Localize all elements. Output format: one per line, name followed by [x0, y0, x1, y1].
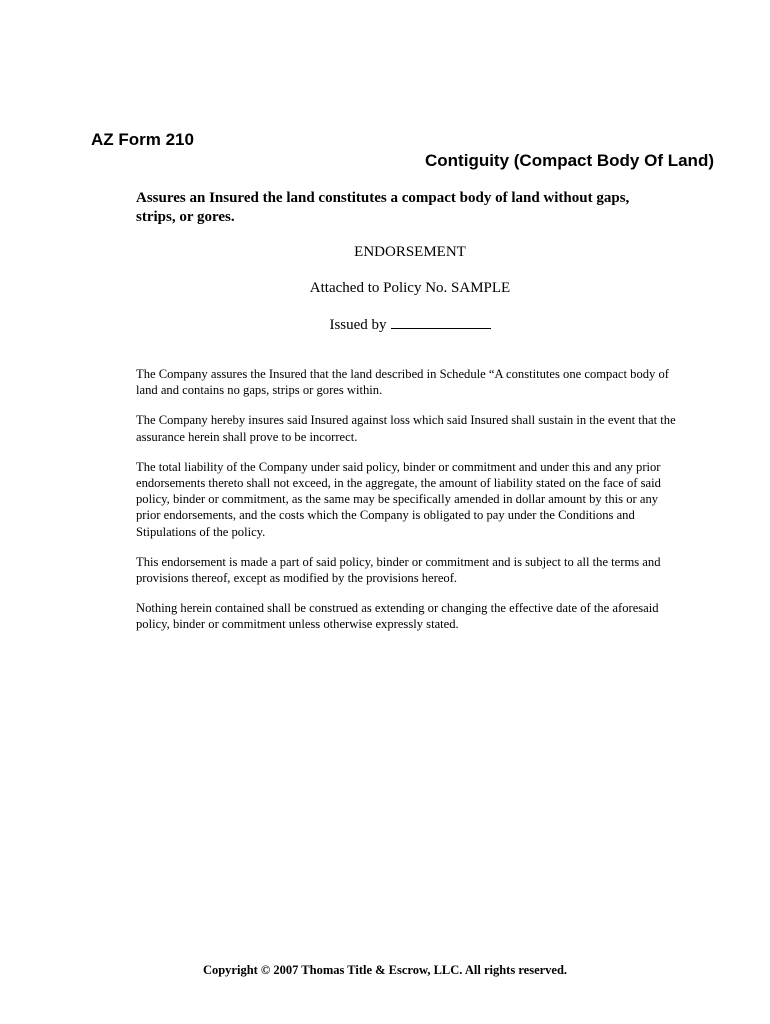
form-number: AZ Form 210 — [91, 130, 194, 149]
endorsement-summary: Assures an Insured the land constitutes a compact body of land without gaps, strips, or gores. — [136, 190, 630, 225]
issued-by-label: Issued by — [329, 317, 387, 333]
issued-by-line — [0, 314, 770, 335]
paragraph-terms: This endorsement is made a part of said policy, binder or commitment and is subject to all the terms and provisions thereof, except as modified by the provisions hereof. — [136, 554, 661, 586]
endorsement-heading: ENDORSEMENT — [354, 244, 466, 260]
issued-by-blank — [391, 314, 491, 329]
paragraph-insurance: The Company hereby insures said Insured against loss which said Insured shall sustain in the event that the assurance herein shall prove to be incorrect. — [136, 413, 676, 444]
paragraph-liability: The total liability of the Company under said policy, binder or commitment and under this and any prior endorsements thereto shall not exceed, in the aggregate, the amount of liability stated on the face of said policy, binder or commitment, as the same may be specifically amended in dollar amount by this or any prior endorsements, and the costs which the Company is obligated to pay under the Conditions and Stipulations of the policy. — [136, 459, 661, 539]
paragraph-assurance: The Company assures the Insured that the land described in Schedule “A constitutes one compact body of land and contains no gaps, strips or gores within. — [136, 367, 669, 398]
form-title: Contiguity (Compact Body Of Land) — [425, 151, 714, 170]
endorsement-body — [136, 366, 684, 647]
attached-to-policy-line: Attached to Policy No. SAMPLE — [309, 280, 511, 296]
paragraph-effective-date: Nothing herein contained shall be construed as extending or changing the effective date of the aforesaid policy, binder or commitment unless otherwise expressly stated. — [136, 601, 659, 632]
copyright-notice: Copyright © 2007 Thomas Title & Escrow, LLC. All rights reserved. — [202, 963, 568, 977]
